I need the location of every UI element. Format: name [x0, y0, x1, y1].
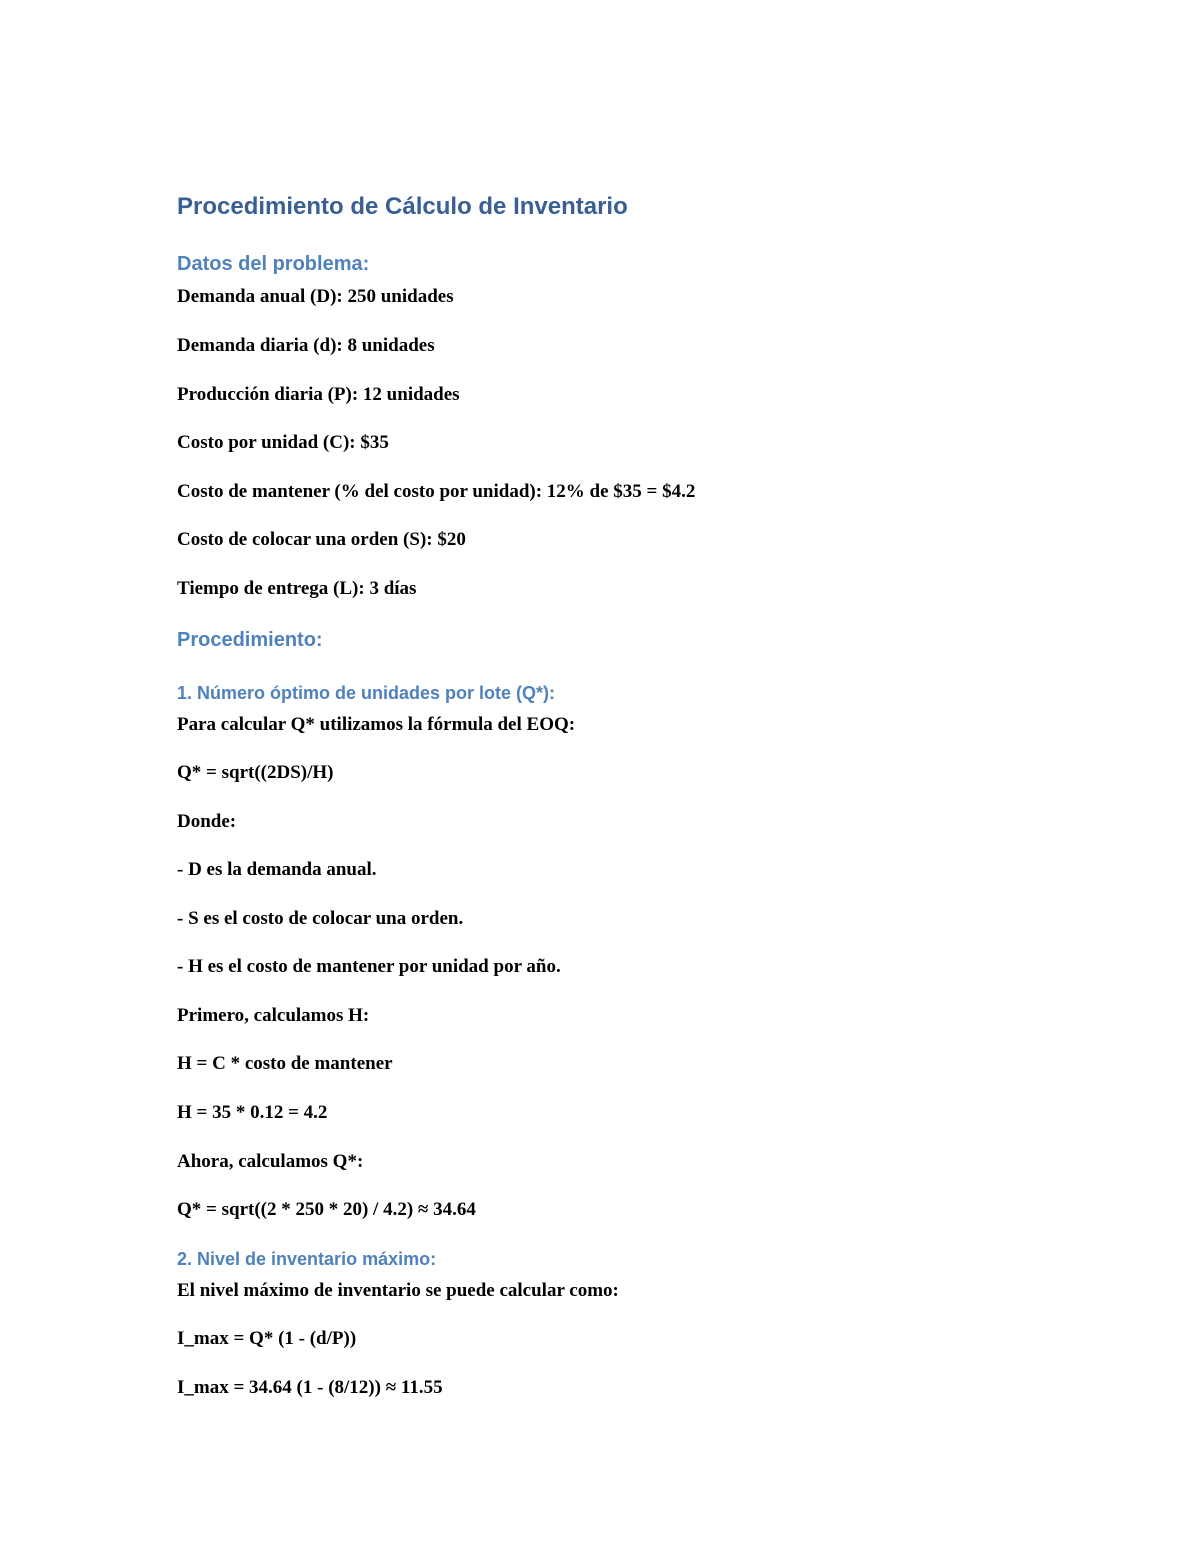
step1-line: Primero, calculamos H: — [177, 1005, 370, 1026]
definition-line: - H es el costo de mantener por unidad por año. — [177, 956, 561, 977]
data-item: Costo de colocar una orden (S): $20 — [177, 529, 466, 550]
formula-line: I_max = 34.64 (1 - (8/12)) ≈ 11.55 — [177, 1377, 443, 1398]
formula-line: I_max = Q* (1 - (d/P)) — [177, 1328, 357, 1349]
step2-heading: 2. Nivel de inventario máximo: — [177, 1249, 437, 1269]
data-item: Demanda diaria (d): 8 unidades — [177, 335, 435, 356]
step1-line: Para calcular Q* utilizamos la fórmula del EOQ: — [177, 714, 576, 735]
formula-line: Q* = sqrt((2DS)/H) — [177, 762, 334, 783]
formula-line: H = C * costo de mantener — [177, 1053, 393, 1074]
data-item: Producción diaria (P): 12 unidades — [177, 384, 460, 405]
step2-line: El nivel máximo de inventario se puede calcular como: — [177, 1280, 619, 1301]
formula-line: H = 35 * 0.12 = 4.2 — [177, 1102, 328, 1123]
data-item: Costo de mantener (% del costo por unidad): 12% de $35 = $4.2 — [177, 481, 696, 502]
step1-line: Ahora, calculamos Q*: — [177, 1151, 364, 1172]
definition-line: - S es el costo de colocar una orden. — [177, 908, 464, 929]
data-item: Costo por unidad (C): $35 — [177, 432, 389, 453]
section-heading-datos: Datos del problema: — [177, 253, 370, 275]
data-item: Tiempo de entrega (L): 3 días — [177, 578, 417, 599]
formula-line: Q* = sqrt((2 * 250 * 20) / 4.2) ≈ 34.64 — [177, 1199, 476, 1220]
section-heading-procedimiento: Procedimiento: — [177, 629, 323, 651]
page-title: Procedimiento de Cálculo de Inventario — [177, 193, 628, 220]
step1-heading: 1. Número óptimo de unidades por lote (Q*): — [177, 683, 556, 703]
definition-line: - D es la demanda anual. — [177, 859, 377, 880]
data-item: Demanda anual (D): 250 unidades — [177, 286, 454, 307]
step1-line: Donde: — [177, 811, 237, 832]
